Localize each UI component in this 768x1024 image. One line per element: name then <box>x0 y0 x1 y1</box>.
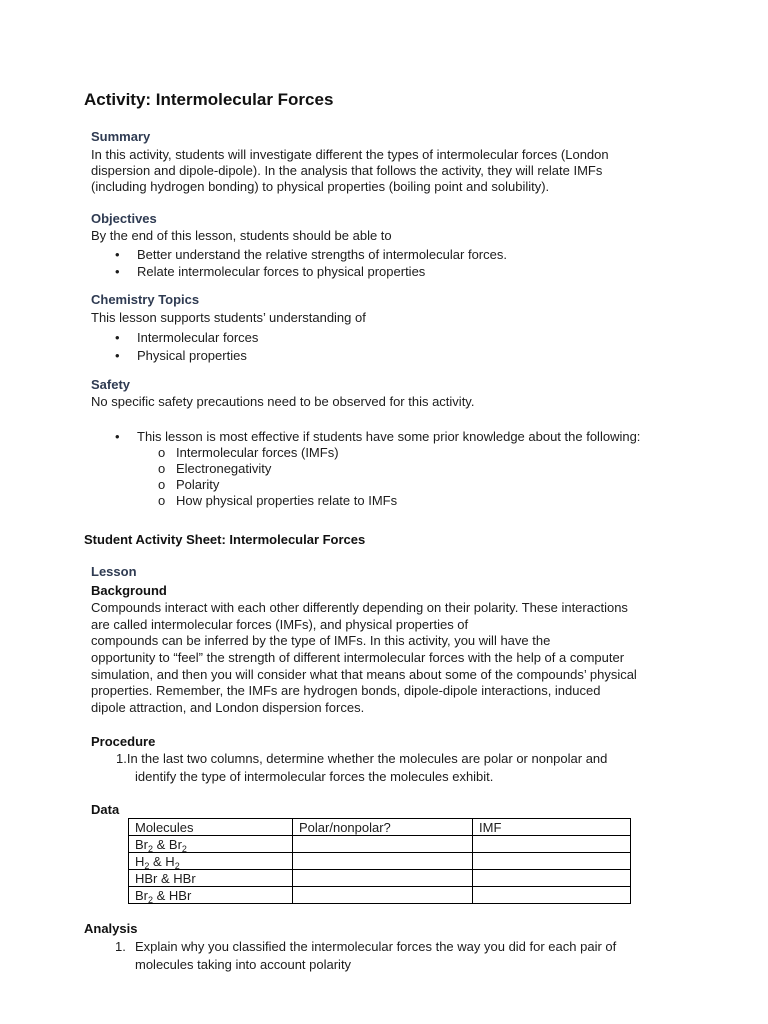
subscript: 2 <box>148 843 154 854</box>
list-item <box>113 246 507 263</box>
data-heading: Data <box>91 802 120 817</box>
table-cell-molecules <box>129 870 293 887</box>
summary-line: dispersion and dipole-dipole). In the analysis that follows the activity, they will relate IMFs <box>91 163 603 178</box>
summary-line: In this activity, students will investigate different the types of intermolecular forces (London <box>91 147 609 162</box>
analysis-text-continued: molecules taking into account polarity <box>135 957 352 972</box>
subscript: 2 <box>174 860 180 871</box>
background-line: compounds can be inferred by the type of IMFs. In this activity, you will have the <box>91 633 551 649</box>
sub-bullet-marker: o <box>158 461 166 476</box>
procedure-text-continued: identify the type of intermolecular forces the molecules exhibit. <box>135 769 494 784</box>
table-row <box>129 887 631 904</box>
summary-paragraph <box>91 147 609 195</box>
bullet-marker: • <box>115 429 120 444</box>
sub-list-item <box>158 477 640 493</box>
subscript: 2 <box>148 894 154 905</box>
sub-bullet-marker: o <box>158 477 166 492</box>
table-row <box>129 836 631 853</box>
subscript: 2 <box>144 860 150 871</box>
list-item <box>113 347 366 365</box>
student-sheet-title: Student Activity Sheet: Intermolecular Forces <box>84 532 366 547</box>
list-item <box>113 329 366 347</box>
molecule-text: & HBr <box>153 887 192 903</box>
objective-text: Better understand the relative strengths of intermolecular forces. <box>137 247 507 262</box>
bullet-marker: • <box>115 330 120 345</box>
objective-text: Relate intermolecular forces to physical properties <box>137 264 426 279</box>
sub-bullet-marker: o <box>158 493 166 508</box>
procedure-item <box>116 750 607 768</box>
bullet-marker: • <box>115 264 120 279</box>
analysis-number: 1. <box>115 939 126 954</box>
table-header-imf: IMF <box>473 819 631 836</box>
background-line: opportunity to “feel” the strength of different intermolecular forces with the help of a computer <box>91 650 625 666</box>
chemistry-topics-intro: This lesson supports students’ understanding of <box>91 310 366 325</box>
sub-item-text: Polarity <box>176 477 220 492</box>
molecule-text: Br <box>135 887 148 903</box>
analysis-item <box>115 938 616 956</box>
analysis-heading: Analysis <box>84 921 138 936</box>
molecule-text: Br <box>135 836 148 852</box>
sub-item-text: How physical properties relate to IMFs <box>176 493 398 508</box>
table-cell-imf <box>473 836 631 853</box>
sub-list-item <box>158 493 640 509</box>
molecule-text: & H <box>149 853 175 869</box>
data-table <box>128 818 631 904</box>
table-cell-polarity <box>293 887 473 904</box>
table-row <box>129 853 631 870</box>
prior-knowledge-sublist <box>158 445 640 509</box>
chemistry-topics-list <box>113 329 366 365</box>
background-line: simulation, and then you will consider what that means about some of the compounds’ physical <box>91 666 637 682</box>
prior-knowledge-text: This lesson is most effective if students have some prior knowledge about the following: <box>137 429 641 444</box>
table-cell-imf <box>473 887 631 904</box>
table-header-row <box>129 819 631 836</box>
sub-item-text: Electronegativity <box>176 461 272 476</box>
sub-bullet-marker: o <box>158 445 166 460</box>
procedure-number: 1. <box>116 751 127 766</box>
molecule-text: HBr & HBr <box>135 870 196 886</box>
chemistry-topics-heading: Chemistry Topics <box>91 292 200 307</box>
lesson-heading: Lesson <box>91 564 137 579</box>
table-cell-molecules <box>129 853 293 870</box>
background-line: Compounds interact with each other differently depending on their polarity. These interactions <box>91 600 628 615</box>
analysis-list <box>115 938 616 974</box>
procedure-heading: Procedure <box>91 734 156 749</box>
safety-section <box>91 377 474 410</box>
objectives-heading: Objectives <box>91 211 157 226</box>
chemistry-topics-section <box>91 292 366 365</box>
summary-heading: Summary <box>91 129 151 144</box>
molecule-text: H <box>135 853 145 869</box>
background-line: are called intermolecular forces (IMFs), and physical properties of <box>91 616 469 632</box>
topic-text: Physical properties <box>137 348 247 363</box>
bullet-marker: • <box>115 348 120 363</box>
background-paragraph <box>91 600 637 717</box>
topic-text: Intermolecular forces <box>137 330 259 345</box>
safety-heading: Safety <box>91 377 131 392</box>
objectives-section <box>91 211 507 280</box>
bullet-marker: • <box>115 247 120 262</box>
table-cell-polarity <box>293 870 473 887</box>
objectives-list <box>113 246 507 280</box>
table-row <box>129 870 631 887</box>
list-item <box>113 263 507 280</box>
table-cell-molecules <box>129 887 293 904</box>
page-title: Activity: Intermolecular Forces <box>84 90 334 109</box>
objectives-intro: By the end of this lesson, students should be able to <box>91 228 392 243</box>
background-heading: Background <box>91 583 167 598</box>
table-header-molecules: Molecules <box>129 819 293 836</box>
procedure-text: In the last two columns, determine whether the molecules are polar or nonpolar and <box>126 751 608 766</box>
table-cell-polarity <box>293 836 473 853</box>
procedure-list <box>116 750 607 786</box>
sub-item-text: Intermolecular forces (IMFs) <box>176 445 339 460</box>
summary-section <box>91 129 609 195</box>
lesson-section <box>91 564 637 717</box>
summary-line: (including hydrogen bonding) to physical properties (boiling point and solubility). <box>91 179 550 194</box>
prior-knowledge-list <box>113 429 640 509</box>
table-cell-imf <box>473 853 631 870</box>
safety-text: No specific safety precautions need to be observed for this activity. <box>91 394 475 409</box>
table-cell-polarity <box>293 853 473 870</box>
background-line: dipole attraction, and London dispersion forces. <box>91 700 365 716</box>
table-cell-imf <box>473 870 631 887</box>
molecule-text: & Br <box>153 836 182 852</box>
table-cell-molecules <box>129 836 293 853</box>
sub-list-item <box>158 445 640 461</box>
background-line: properties. Remember, the IMFs are hydrogen bonds, dipole-dipole interactions, induced <box>91 683 601 699</box>
table-header-polarity: Polar/nonpolar? <box>293 819 473 836</box>
list-item <box>113 429 640 445</box>
subscript: 2 <box>181 843 187 854</box>
sub-list-item <box>158 461 640 477</box>
analysis-text: Explain why you classified the intermolecular forces the way you did for each pair of <box>135 939 617 954</box>
